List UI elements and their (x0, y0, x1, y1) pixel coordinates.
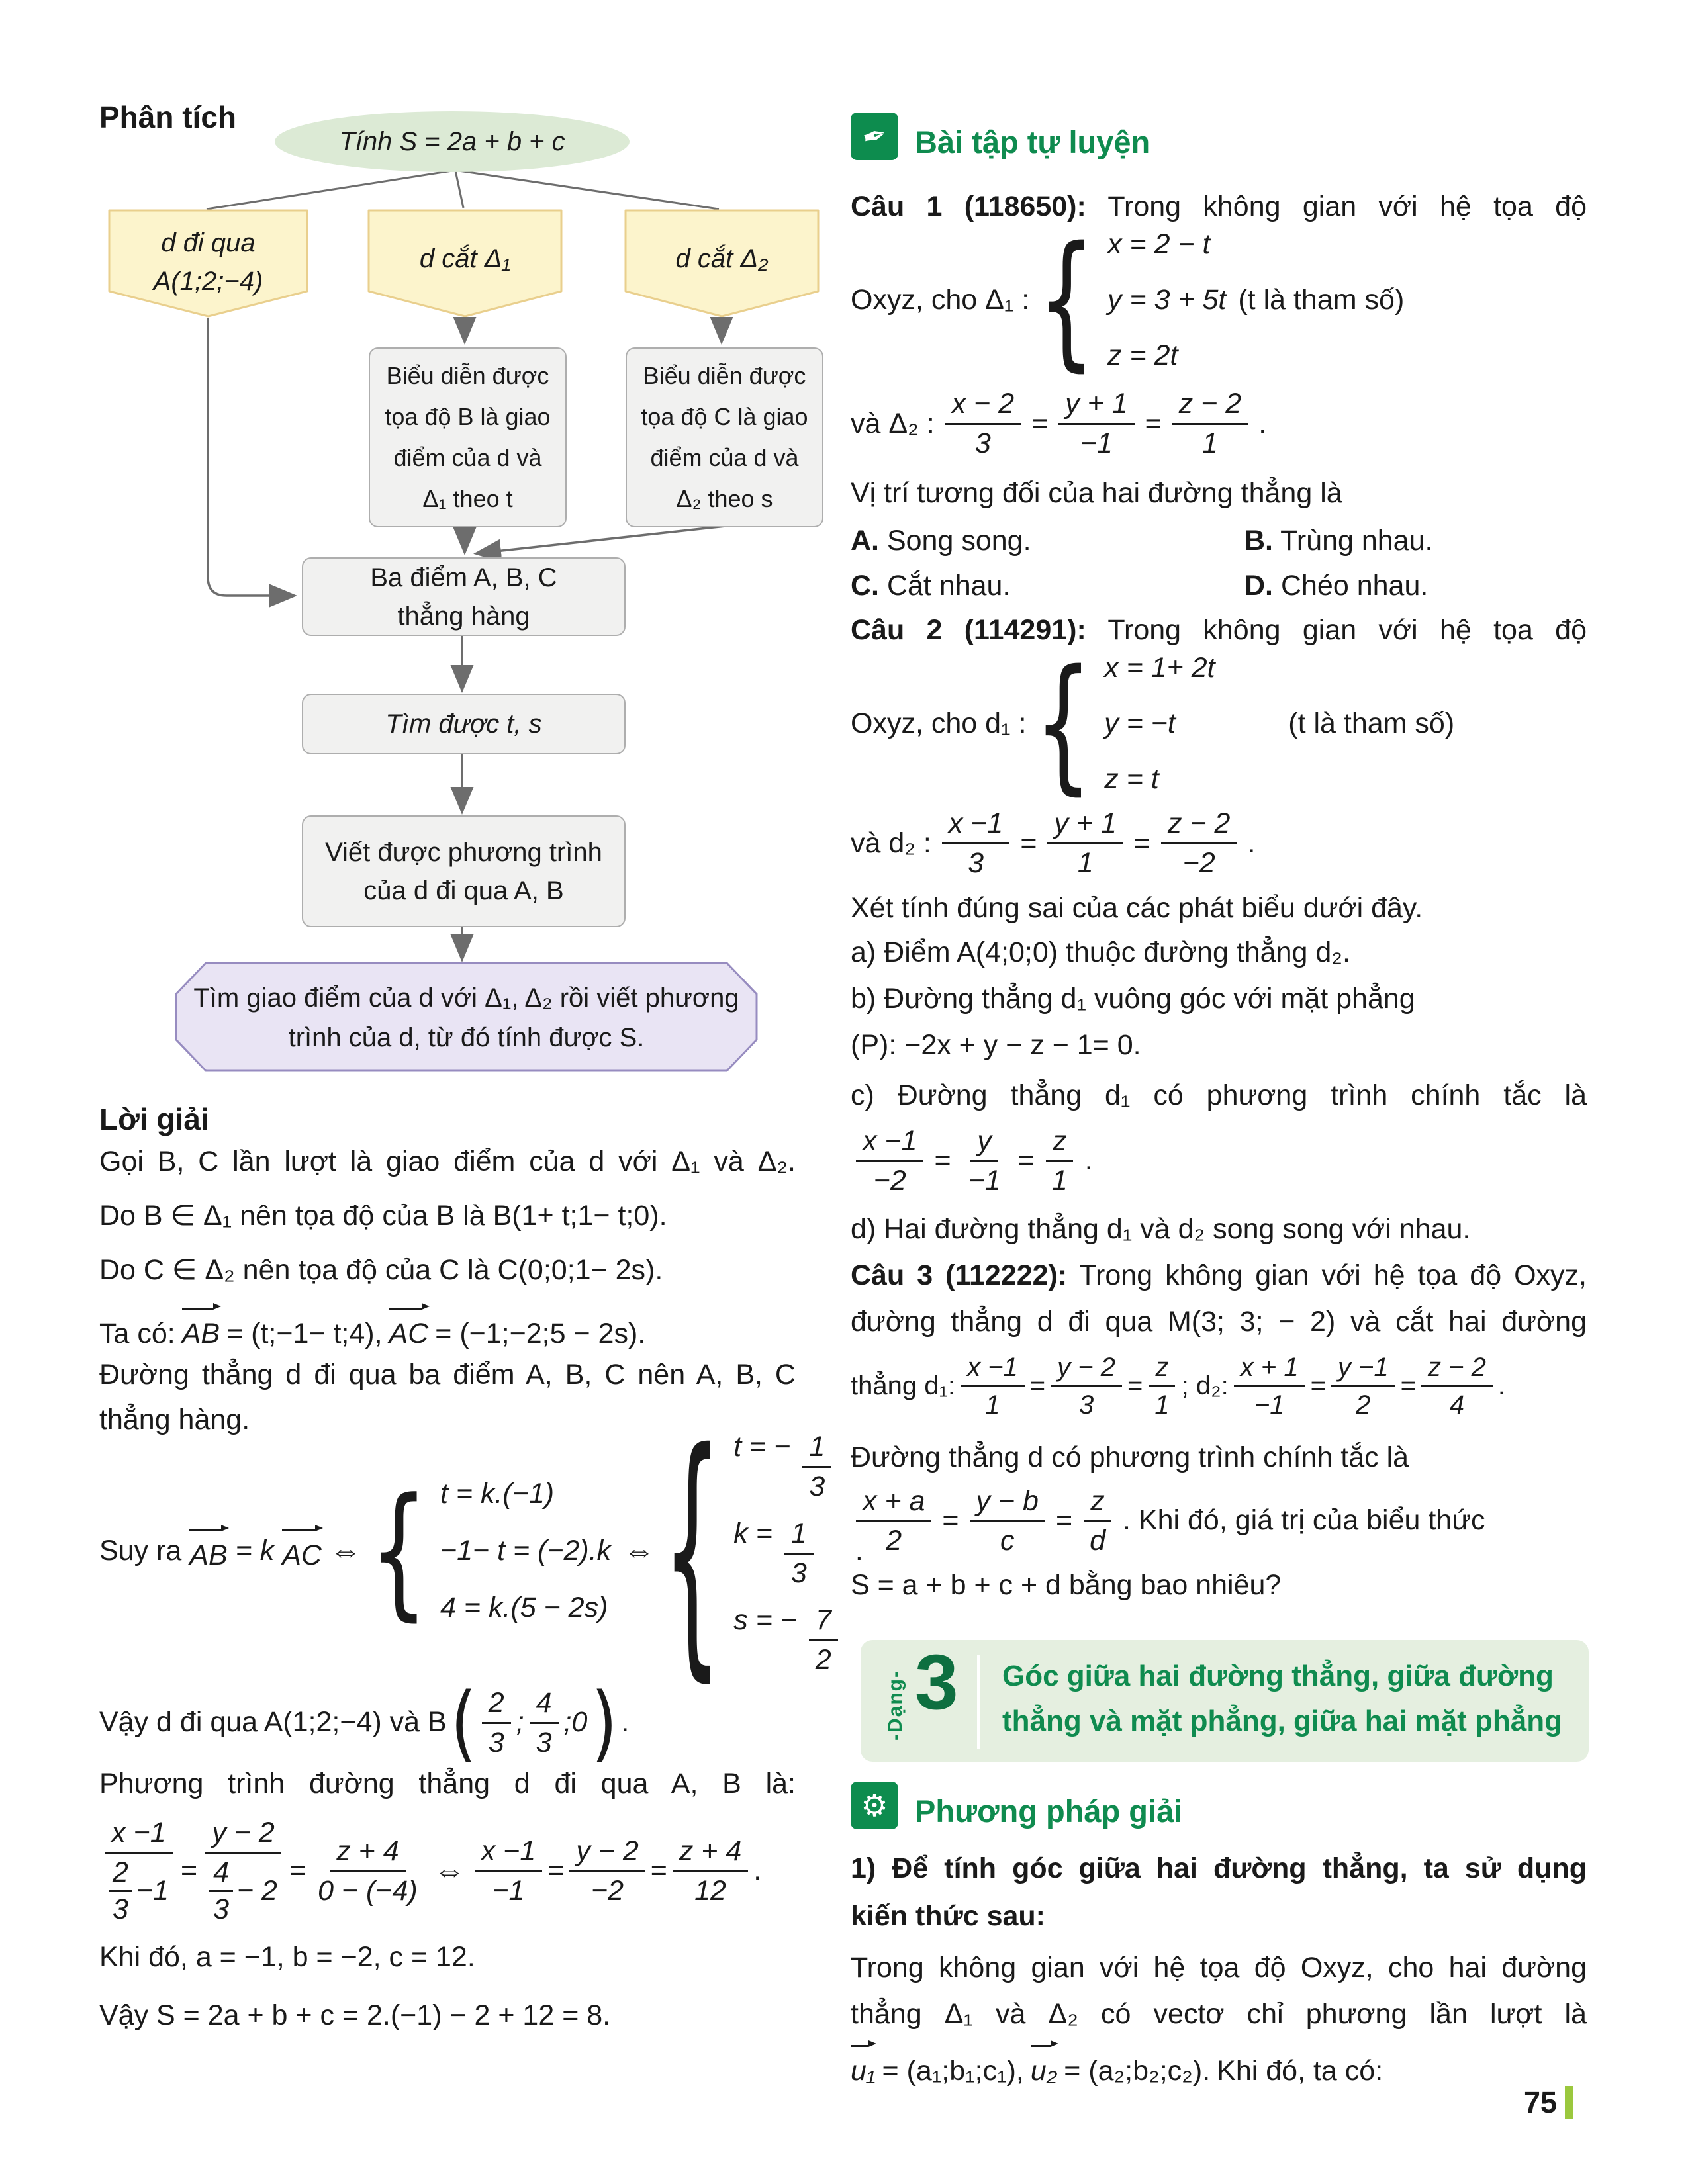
dang3-title-line2: thẳng và mặt phẳng, giữa hai mặt phẳng (1002, 1705, 1562, 1737)
q1-intro: Trong không gian với hệ tọa độ (1107, 191, 1587, 222)
q3c-eq-b: = (1055, 1504, 1073, 1537)
q1-option-A: A. Song song. (851, 525, 1031, 557)
suyra-label: Suy ra (99, 1535, 182, 1567)
q2-statement-c: c) Đường thẳng d₁ có phương trình chính tắc là (851, 1079, 1587, 1111)
q2-sys-eq1: x = 1+ 2t (1104, 652, 1215, 684)
period-2: . (621, 1706, 630, 1739)
q3-intro-line (851, 1257, 1587, 1295)
q2-label: Câu 2 (114291): (851, 614, 1086, 646)
q2-statement-a: a) Điểm A(4;0;0) thuộc đường thẳng d₂. (851, 936, 1350, 968)
flow-node-cut-delta2: d cắt Δ₂ (675, 244, 769, 273)
q3-eq-b2: = (1400, 1371, 1417, 1400)
solution-line4-end: = (−1;−2;5 − 2s). (435, 1318, 646, 1349)
vector-AB-2: AB (189, 1537, 227, 1574)
q2-dot: . (1247, 827, 1256, 859)
q1-brace: { (1037, 214, 1096, 386)
period-1: . (855, 1535, 863, 1567)
q2-sys-eq3: z = t (1104, 762, 1159, 795)
vector-u2-value: = (a₂;b₂;c₂). (1064, 2055, 1211, 2087)
q2-system (851, 638, 1455, 809)
q2-eq-b: = (1133, 827, 1151, 859)
analysis-heading: Phân tích (99, 100, 237, 134)
vector-AC-2: AC (282, 1537, 322, 1574)
flow-node-express-B-label: Biểu diễn được tọa độ B là giao điểm của d và Δ₁ theo t (385, 362, 551, 512)
q1-sys-eq1: x = 2 − t (1107, 228, 1211, 261)
big-paren-open: ( (450, 1674, 477, 1772)
q3-line3-mid: ; d₂: (1181, 1371, 1229, 1400)
chain-frac-3: $\frac{z + 4}{0 - (-4)}$ (318, 1835, 418, 1907)
solution-line-5: Đường thẳng d đi qua ba điểm A, B, C nên A, B, C (99, 1359, 796, 1390)
q2-param-note: (t là tham số) (1288, 707, 1455, 740)
eq-3: = (547, 1854, 565, 1887)
method-heading: Phương pháp giải (915, 1794, 1183, 1829)
vector-u1: u₁ (851, 2053, 875, 2090)
q1-eq-b: = (1145, 407, 1162, 439)
method-para-line2: thẳng Δ₁ và Δ₂ có vectơ chỉ phương lần lượt là (851, 1998, 1587, 2030)
iff-symbol-3: ⇔ (433, 1852, 465, 1888)
eq-4: = (650, 1854, 667, 1887)
dang3-title-line1: Góc giữa hai đường thẳng, giữa đường (1002, 1660, 1554, 1692)
chain-frac-5: $\frac{y - 2}{-2}$ (569, 1837, 645, 1905)
solution-line-9: Vậy S = 2a + b + c = 2.(−1) − 2 + 12 = 8. (99, 1999, 611, 2031)
system1-eq3: 4 = k.(5 − 2s) (440, 1591, 608, 1623)
system1-eq2: −1− t = (−2).k (440, 1535, 612, 1567)
q3-label: Câu 3 (112222): (851, 1259, 1068, 1291)
chain-frac-1: x −1 2 3 −1 (102, 1819, 175, 1924)
q2-sys-eq2: y = −t (1104, 707, 1176, 740)
q2c-eq-b: = (1017, 1144, 1035, 1177)
method-bold-line1: 1) Để tính góc giữa hai đường thẳng, ta sử dụng (851, 1852, 1587, 1884)
iff-symbol-2: ⇔ (623, 1533, 655, 1569)
chain-frac-4: $\frac{x -1}{-1}$ (475, 1837, 542, 1905)
flow-node-find-ts-label: Tìm được t, s (385, 709, 542, 739)
system2-eq1: t = − $\frac{1}{3}$ (733, 1429, 837, 1501)
q1-option-B: B. Trùng nhau. (1244, 525, 1433, 557)
method-section-icon (851, 1782, 898, 1829)
flow-node-write-eq (302, 815, 626, 927)
q2c-eq-a: = (934, 1144, 951, 1177)
system2-eq3-pre: s = − (733, 1604, 797, 1636)
solution-line4-lead: Ta có: (99, 1318, 175, 1349)
chain-frac-2: y − 2 4 3 − 2 (203, 1819, 284, 1924)
flow-node-collinear-label: Ba điểm A, B, C thẳng hàng (370, 563, 557, 631)
system2-eq3: s = − $\frac{7}{2}$ (733, 1602, 843, 1674)
q2-statement-d: d) Hai đường thẳng d₁ và d₂ song song với nhau. (851, 1213, 1471, 1245)
system1-eq1: t = k.(−1) (440, 1478, 555, 1510)
q3-eq-a2: = (1127, 1371, 1143, 1400)
flow-node-find-ts (302, 694, 626, 754)
q2-brace: { (1034, 638, 1093, 809)
q2-question: Xét tính đúng sai của các phát biểu dưới đây. (851, 892, 1423, 924)
q3-eq-b1: = (1310, 1371, 1326, 1400)
q1-sys-eq3: z = 2t (1107, 339, 1178, 371)
period-3: . (753, 1854, 762, 1887)
q1-question: Vị trí tương đối của hai đường thẳng là (851, 477, 1342, 509)
q3-line-6: S = a + b + c + d bằng bao nhiêu? (851, 1569, 1282, 1601)
flow-node-through-A (109, 224, 307, 300)
system2-eq2-pre: k = (733, 1517, 773, 1549)
gear-icon: ⚙ (861, 1788, 888, 1823)
flow-node-conclusion-label: Tìm giao điểm của d với Δ₁, Δ₂ rồi viết phương trình của d, từ đó tính được S. (193, 983, 739, 1052)
vector-u2: u₂ (1031, 2053, 1057, 2090)
solution-line-7: Phương trình đường thẳng d đi qua A, B là: (99, 1768, 796, 1799)
system2-eq1-pre: t = − (733, 1430, 791, 1463)
q1-intro-line (851, 189, 1587, 226)
q1-system-rows (1107, 226, 1226, 375)
q2-canonical-eq: và d₂ : $\frac{x -1}{3}$ = $\frac{y + 1}{1}$ = $\frac{z - 2}{-2}$ . (851, 807, 1256, 879)
page-number: 75 (1524, 2085, 1558, 2119)
q1-and-pre: và Δ₂ : (851, 407, 935, 439)
flow-node-cut-delta1: d cắt Δ₁ (419, 244, 511, 273)
solution-line-3: Do C ∈ Δ₂ nên tọa độ của C là C(0;0;1− 2s). (99, 1254, 663, 1286)
q3-line3-pre: thẳng d₁: (851, 1371, 956, 1400)
q1-label: Câu 1 (118650): (851, 191, 1086, 222)
q1-system (851, 214, 1405, 386)
q1-option-D: D. Chéo nhau. (1244, 570, 1429, 602)
page-number-bar (1565, 2086, 1573, 2119)
solution-line-1: Gọi B, C lần lượt là giao điểm của d với Δ₁ và Δ₂. (99, 1146, 796, 1177)
method-bold-line2: kiến thức sau: (851, 1900, 1045, 1932)
q3c-eq-a: = (942, 1504, 959, 1537)
practice-heading: Bài tập tự luyện (915, 124, 1150, 159)
solution-line-6: Vậy d đi qua A(1;2;−4) và B ( 2 3 ; 4 3 ;0 ) . (99, 1674, 630, 1772)
solution-line-4 (99, 1306, 645, 1353)
vector-AB: AB (182, 1316, 220, 1353)
eq-2: = (289, 1854, 306, 1887)
q3-canonical-eq: $\frac{x + a}{2}$ = $\frac{y - b}{c}$ = $\frac{z}{d}$ . Khi đó, giá trị của biểu thức (851, 1481, 1485, 1561)
left-brace-2: { (663, 1397, 722, 1706)
point-B-sep1: ; (516, 1706, 524, 1739)
method-para-line1: Trong không gian với hệ tọa độ Oxyz, cho hai đường (851, 1952, 1587, 1983)
q2-intro-line (851, 612, 1587, 649)
chain-frac-6: $\frac{z + 4}{12}$ (673, 1837, 748, 1905)
point-B-sep2: ;0 (563, 1706, 588, 1739)
flow-node-express-B (369, 347, 567, 527)
q3-eq-a1: = (1029, 1371, 1046, 1400)
q2c-dot: . (1084, 1144, 1093, 1177)
q3-line5-end: . Khi đó, giá trị của biểu thức (1123, 1504, 1485, 1537)
dang3-side-label: -Dạng- (884, 1670, 906, 1741)
system2-eq2: k = $\frac{1}{3}$ (733, 1516, 818, 1588)
solution-line4-mid: = (t;−1− t;4), (226, 1318, 383, 1349)
q1-dot: . (1258, 407, 1267, 439)
method-para-end: Khi đó, ta có: (1217, 2055, 1383, 2087)
flow-node-write-eq-label: Viết được phương trình của d đi qua A, B (325, 837, 602, 905)
dang3-banner (861, 1640, 1589, 1762)
q2-system-pre: Oxyz, cho d₁ : (851, 707, 1027, 740)
flow-node-conclusion (189, 978, 743, 1058)
q1-option-C: C. Cắt nhau. (851, 570, 1011, 602)
flow-node-express-C-label: Biểu diễn được tọa độ C là giao điểm của d và Δ₂ theo s (641, 362, 808, 512)
q2-statement-b2: (P): −2x + y − z − 1= 0. (851, 1029, 1141, 1061)
dang3-divider (977, 1655, 980, 1749)
solution-line6-pre: Vậy d đi qua A(1;2;−4) và B (99, 1706, 447, 1739)
method-vectors-line (851, 2044, 1383, 2090)
equals-k: = k (235, 1535, 275, 1567)
flow-node-through-A-line2: A(1;2;−4) (153, 267, 263, 296)
flow-root-label: Tính S = 2a + b + c (339, 127, 565, 156)
q2-and-pre: và d₂ : (851, 827, 931, 859)
q3-line3-dot: . (1497, 1371, 1505, 1400)
q2-system-rows (1104, 650, 1276, 798)
q1-param-note: (t là tham số) (1238, 284, 1405, 316)
vector-u1-value: = (a₁;b₁;c₁), (882, 2055, 1024, 2087)
q2-intro: Trong không gian với hệ tọa độ (1107, 614, 1587, 646)
q3-line-2: đường thẳng d đi qua M(3; 3; − 2) và cắt hai đường (851, 1306, 1587, 1338)
practice-section-icon (851, 113, 898, 160)
iff-symbol: ⇔ (329, 1533, 361, 1569)
q1-canonical-eq: và Δ₂ : $\frac{x - 2}{3}$ = $\frac{y + 1}{-1}$ = $\frac{z - 2}{1}$ . (851, 388, 1267, 459)
q2-eq-a: = (1020, 827, 1037, 859)
flow-root-node (275, 111, 630, 172)
q2-statement-c-eq: $\frac{x -1}{-2}$ = $\frac{y}{-1}$ = $\frac{z}{1}$ . (851, 1121, 1093, 1201)
q2-statement-b: b) Đường thẳng d₁ vuông góc với mặt phẳng (851, 983, 1415, 1015)
q1-system-pre: Oxyz, cho Δ₁ : (851, 284, 1030, 316)
q3-intro: Trong không gian với hệ tọa độ Oxyz, (1079, 1259, 1587, 1291)
solution-eq-chain (99, 1808, 761, 1934)
solution-line-5b: thẳng hàng. (99, 1404, 250, 1435)
flow-node-through-A-line1: d đi qua (161, 228, 256, 257)
system-2 (733, 1429, 843, 1674)
vector-AC: AC (389, 1316, 429, 1353)
eq-1: = (180, 1854, 198, 1887)
flow-node-collinear (302, 557, 626, 636)
q3-two-lines-eq: thẳng d₁: $\frac{x -1}{1}$ = $\frac{y - 2}{3}$ = $\frac{z}{1}$ ; d₂: $\frac{x + 1}{-1}$ = $\frac{y -1}{2}$ = $\frac{z - 2}{4}$ . (851, 1352, 1505, 1420)
q1-sys-eq2: y = 3 + 5t (1107, 284, 1227, 316)
dang3-number: 3 (915, 1639, 959, 1726)
pen-icon: ✒ (858, 116, 891, 156)
solution-heading: Lời giải (99, 1102, 209, 1136)
left-brace-1: { (369, 1467, 429, 1635)
q3-line-4: Đường thẳng d có phương trình chính tắc là (851, 1441, 1409, 1473)
flow-node-express-C (626, 347, 823, 527)
q1-eq-a: = (1031, 407, 1049, 439)
system-1 (440, 1476, 611, 1627)
big-paren-close: ) (591, 1674, 618, 1772)
solution-line-8: Khi đó, a = −1, b = −2, c = 12. (99, 1941, 475, 1973)
solution-line-2: Do B ∈ Δ₁ nên tọa độ của B là B(1+ t;1− t;0). (99, 1200, 667, 1232)
